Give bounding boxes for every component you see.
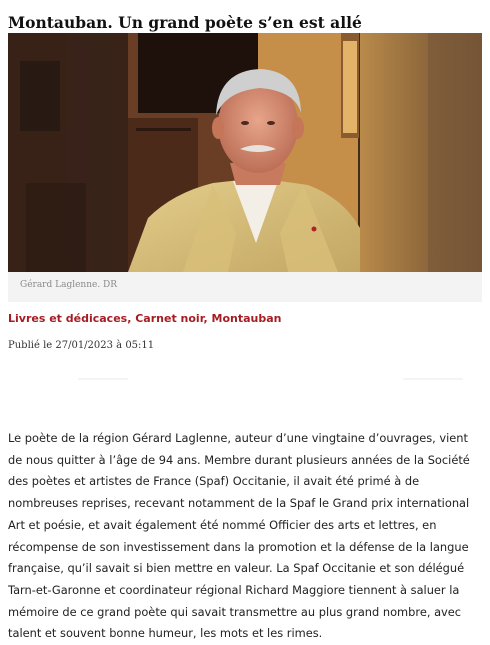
photo-caption-bar — [8, 272, 482, 302]
portrait-photo — [8, 33, 482, 272]
tag-separator: , — [203, 312, 212, 325]
placeholder-bar — [8, 370, 482, 392]
article-body: Le poète de la région Gérard Laglenne, auteur d’une vingtaine d’ouvrages, vient de nous quitter à l’âge de 94 ans. Membre durant plusieurs années de la Société des poètes et artistes de France (Spaf) Occitanie, il avait été primé à de nombreuses reprises, recevant notamment de la Spaf le Grand prix international Art et poésie, et avait également été nommé Officier des arts et lettres, en récompense de son investissement dans la promotion et la défense de la langue française, qu’il savait si bien mettre en valeur. La Spaf Occitanie et son délégué Tarn-et-Garonne et coordinateur régional Richard Maggiore tiennent à saluer la mémoire de ce grand poète qui savait transmettre au plus grand nombre, avec talent et souvent bonne humeur, les mots et les rimes. — [8, 431, 470, 641]
tag-separator: , — [127, 312, 136, 325]
tag-link[interactable]: Carnet noir — [135, 312, 204, 325]
article-headline: Montauban. Un grand poète s’en est allé — [8, 13, 362, 33]
photo-caption: Gérard Laglenne. DR — [20, 280, 118, 290]
article-tags — [8, 312, 282, 325]
published-date: Publié le 27/01/2023 à 05:11 — [8, 340, 155, 351]
tag-link[interactable]: Montauban — [211, 312, 282, 325]
article-photo[interactable] — [8, 33, 482, 272]
tag-link[interactable]: Livres et dédicaces — [8, 312, 128, 325]
